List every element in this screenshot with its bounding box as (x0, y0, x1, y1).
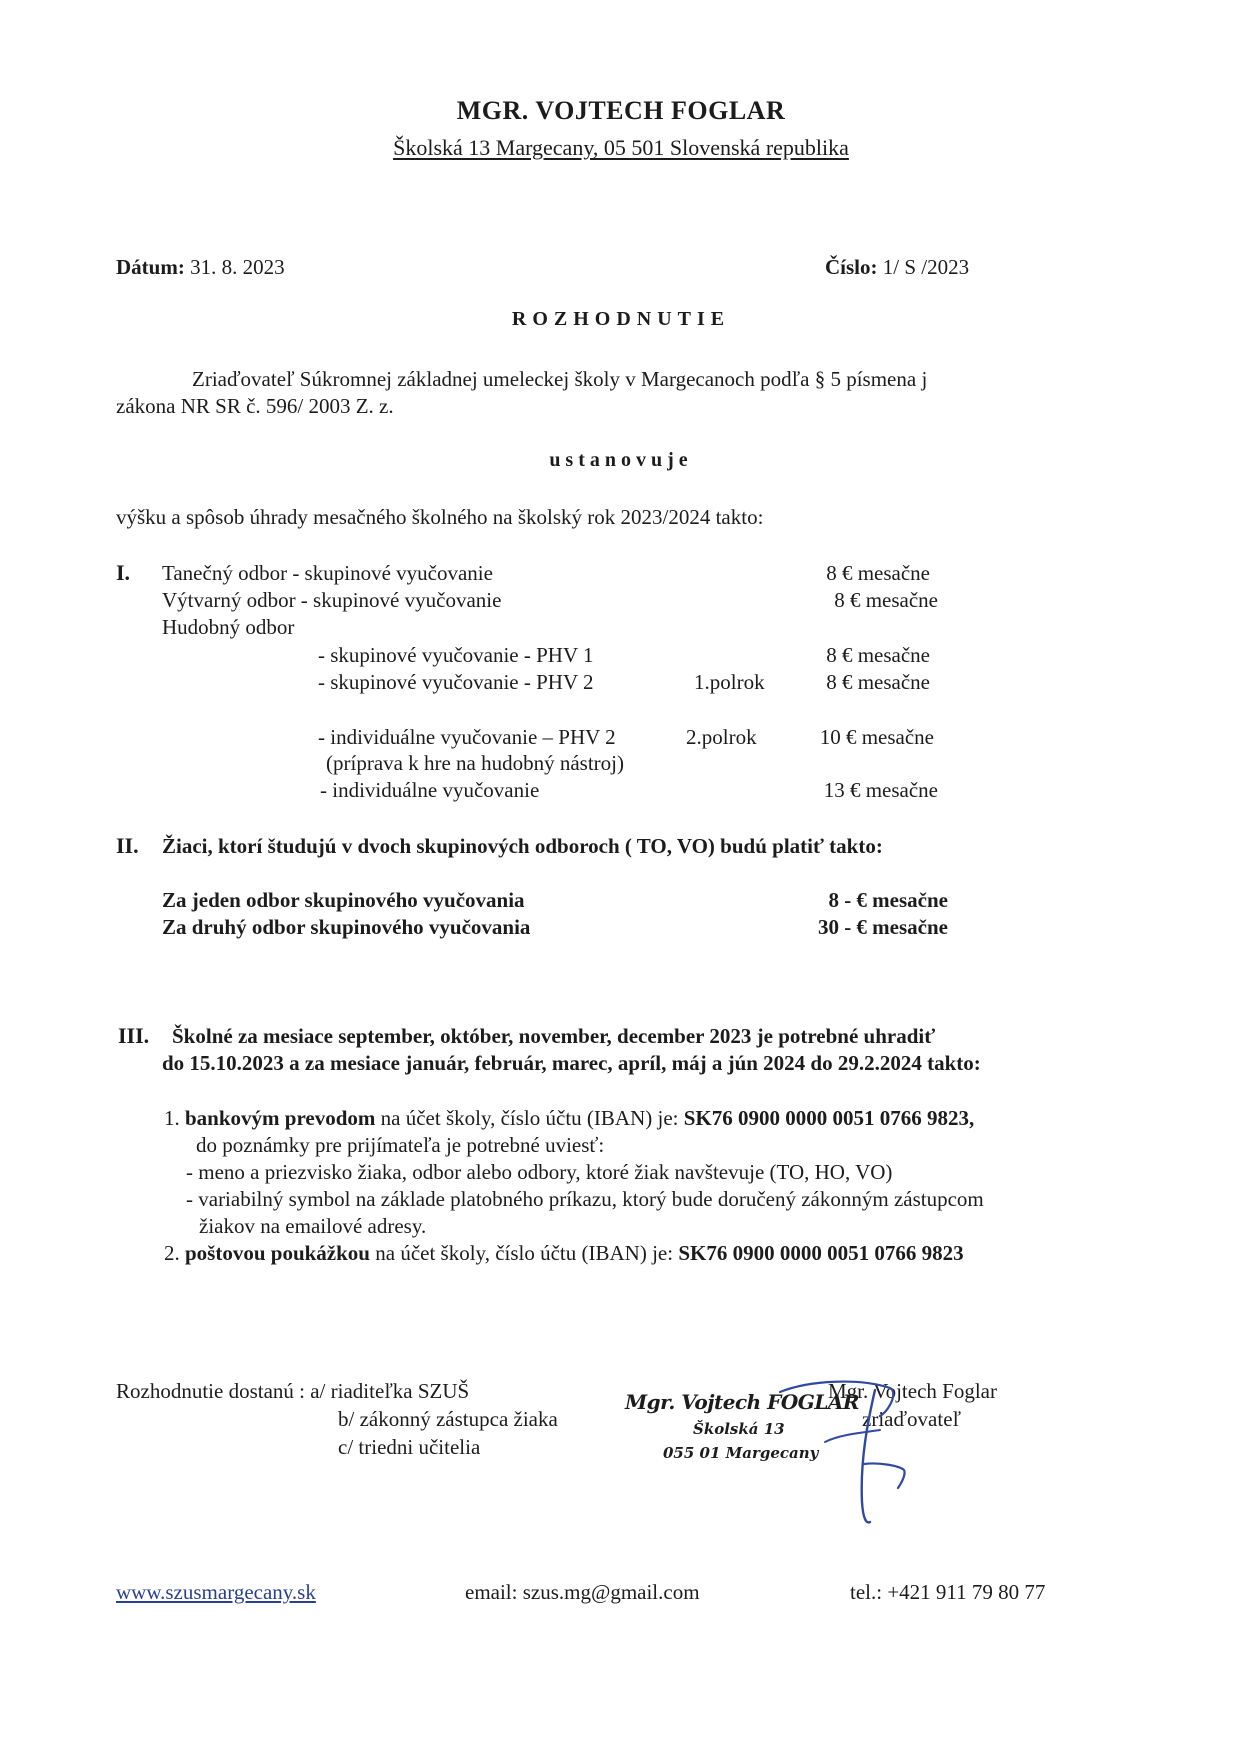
footer-email: email: szus.mg@gmail.com (465, 1580, 700, 1604)
payment-option-text: na účet školy, číslo účtu (IBAN) je: (375, 1106, 684, 1130)
section-3-line-1: Školné za mesiace september, október, november, december 2023 je potrebné uhradiť (172, 1024, 936, 1048)
payment-method-bank: bankovým prevodom (185, 1106, 376, 1130)
date-label: Dátum: (116, 255, 185, 279)
payment-note-bullet: - meno a priezvisko žiaka, odbor alebo odbory, ktoré žiak navštevuje (TO, HO, VO) (186, 1160, 893, 1184)
sub-heading: ustanovuje (549, 449, 693, 471)
fee-row-price: 13 € mesačne (823, 778, 938, 802)
signatory-role: zriaďovateľ (862, 1407, 962, 1431)
payment-note-bullet-cont: žiakov na emailové adresy. (199, 1214, 427, 1238)
iban-value: SK76 0900 0000 0051 0766 9823, (683, 1106, 975, 1130)
footer-phone: tel.: +421 911 79 80 77 (850, 1580, 1046, 1604)
iban-value: SK76 0900 0000 0051 0766 9823 (678, 1241, 964, 1265)
section-2-numeral: II. (116, 833, 139, 858)
combo-row-price: 8 - € mesačne (828, 888, 948, 912)
combo-row-text: Za jeden odbor skupinového vyučovania (162, 888, 525, 912)
fee-row-text: - individuálne vyučovanie (320, 778, 540, 802)
number-line (825, 255, 969, 280)
fee-row-note: (príprava k hre na hudobný nástroj) (326, 751, 624, 775)
payment-option-text: na účet školy, číslo účtu (IBAN) je: (370, 1241, 679, 1265)
fee-row-text: - skupinové vyučovanie - PHV 2 (318, 670, 594, 694)
stamp-line-3: 055 01 Margecany (663, 1444, 819, 1462)
fee-row-text: Výtvarný odbor - skupinové vyučovanie (162, 588, 502, 612)
section-1-numeral: I. (116, 560, 131, 585)
fee-row-price: 8 € mesačne (826, 670, 930, 694)
sender-name: MGR. VOJTECH FOGLAR (456, 96, 786, 125)
number-label: Číslo: (825, 255, 878, 279)
payment-option-number: 1. (164, 1106, 180, 1130)
payment-note-bullet: - variabilný symbol na základe platobného príkazu, ktorý bude doručený zákonným zástupcom (186, 1187, 984, 1211)
section-2-title: Žiaci, ktorí študujú v dvoch skupinových odboroch ( TO, VO) budú platiť takto: (162, 834, 883, 858)
fee-row-term: 2.polrok (686, 725, 757, 749)
fee-row-price: 10 € mesačne (819, 725, 934, 749)
sender-address-text: Školská 13 Margecany, 05 501 Slovenská republika (393, 135, 849, 160)
intro-line-1: Zriaďovateľ Súkromnej základnej umeleckej školy v Margecanoch podľa § 5 písmena j (192, 367, 928, 391)
signatory-name: Mgr. Vojtech Foglar (828, 1379, 997, 1403)
sender-address (0, 135, 1242, 161)
payment-option-number: 2. (164, 1241, 180, 1265)
date-value: 31. 8. 2023 (190, 255, 285, 279)
distribution-line-c: c/ triedni učitelia (338, 1435, 481, 1459)
number-value: 1/ S /2023 (882, 255, 970, 279)
payment-option-post (164, 1241, 964, 1266)
fee-row-price: 8 € mesačne (834, 588, 938, 612)
fee-row-text: - skupinové vyučovanie - PHV 1 (318, 643, 594, 667)
handwritten-signature (740, 1370, 960, 1550)
payment-note-line: do poznámky pre prijímateľa je potrebné uviesť: (196, 1133, 605, 1157)
section-3-numeral: III. (118, 1023, 150, 1048)
footer-website-link[interactable]: www.szusmargecany.sk (116, 1580, 316, 1604)
combo-row-text: Za druhý odbor skupinového vyučovania (162, 915, 531, 939)
stamp-line-1: Mgr. Vojtech FOGLAR (625, 1390, 860, 1414)
section-3-line-2: do 15.10.2023 a za mesiace január, február, marec, apríl, máj a jún 2024 do 29.2.2024 takto: (162, 1051, 981, 1075)
payment-option-bank (164, 1106, 974, 1131)
combo-row-price: 30 - € mesačne (817, 915, 948, 939)
distribution-line-a: Rozhodnutie dostanú : a/ riaditeľka SZUŠ (116, 1379, 470, 1403)
date-line (116, 255, 285, 280)
lead-text: výšku a spôsob úhrady mesačného školného na školský rok 2023/2024 takto: (116, 505, 764, 529)
payment-method-post: poštovou poukážkou (185, 1241, 370, 1265)
document-heading: ROZHODNUTIE (511, 308, 731, 330)
intro-line-2: zákona NR SR č. 596/ 2003 Z. z. (116, 394, 394, 418)
stamp-line-2: Školská 13 (693, 1420, 785, 1438)
fee-row-term: 1.polrok (694, 670, 765, 694)
fee-row-price: 8 € mesačne (826, 643, 930, 667)
fee-row-price: 8 € mesačne (826, 561, 930, 585)
fee-row-text: Tanečný odbor - skupinové vyučovanie (162, 561, 493, 585)
fee-row-text: - individuálne vyučovanie – PHV 2 (318, 725, 616, 749)
fee-row-text: Hudobný odbor (162, 615, 295, 639)
distribution-line-b: b/ zákonný zástupca žiaka (338, 1407, 558, 1431)
